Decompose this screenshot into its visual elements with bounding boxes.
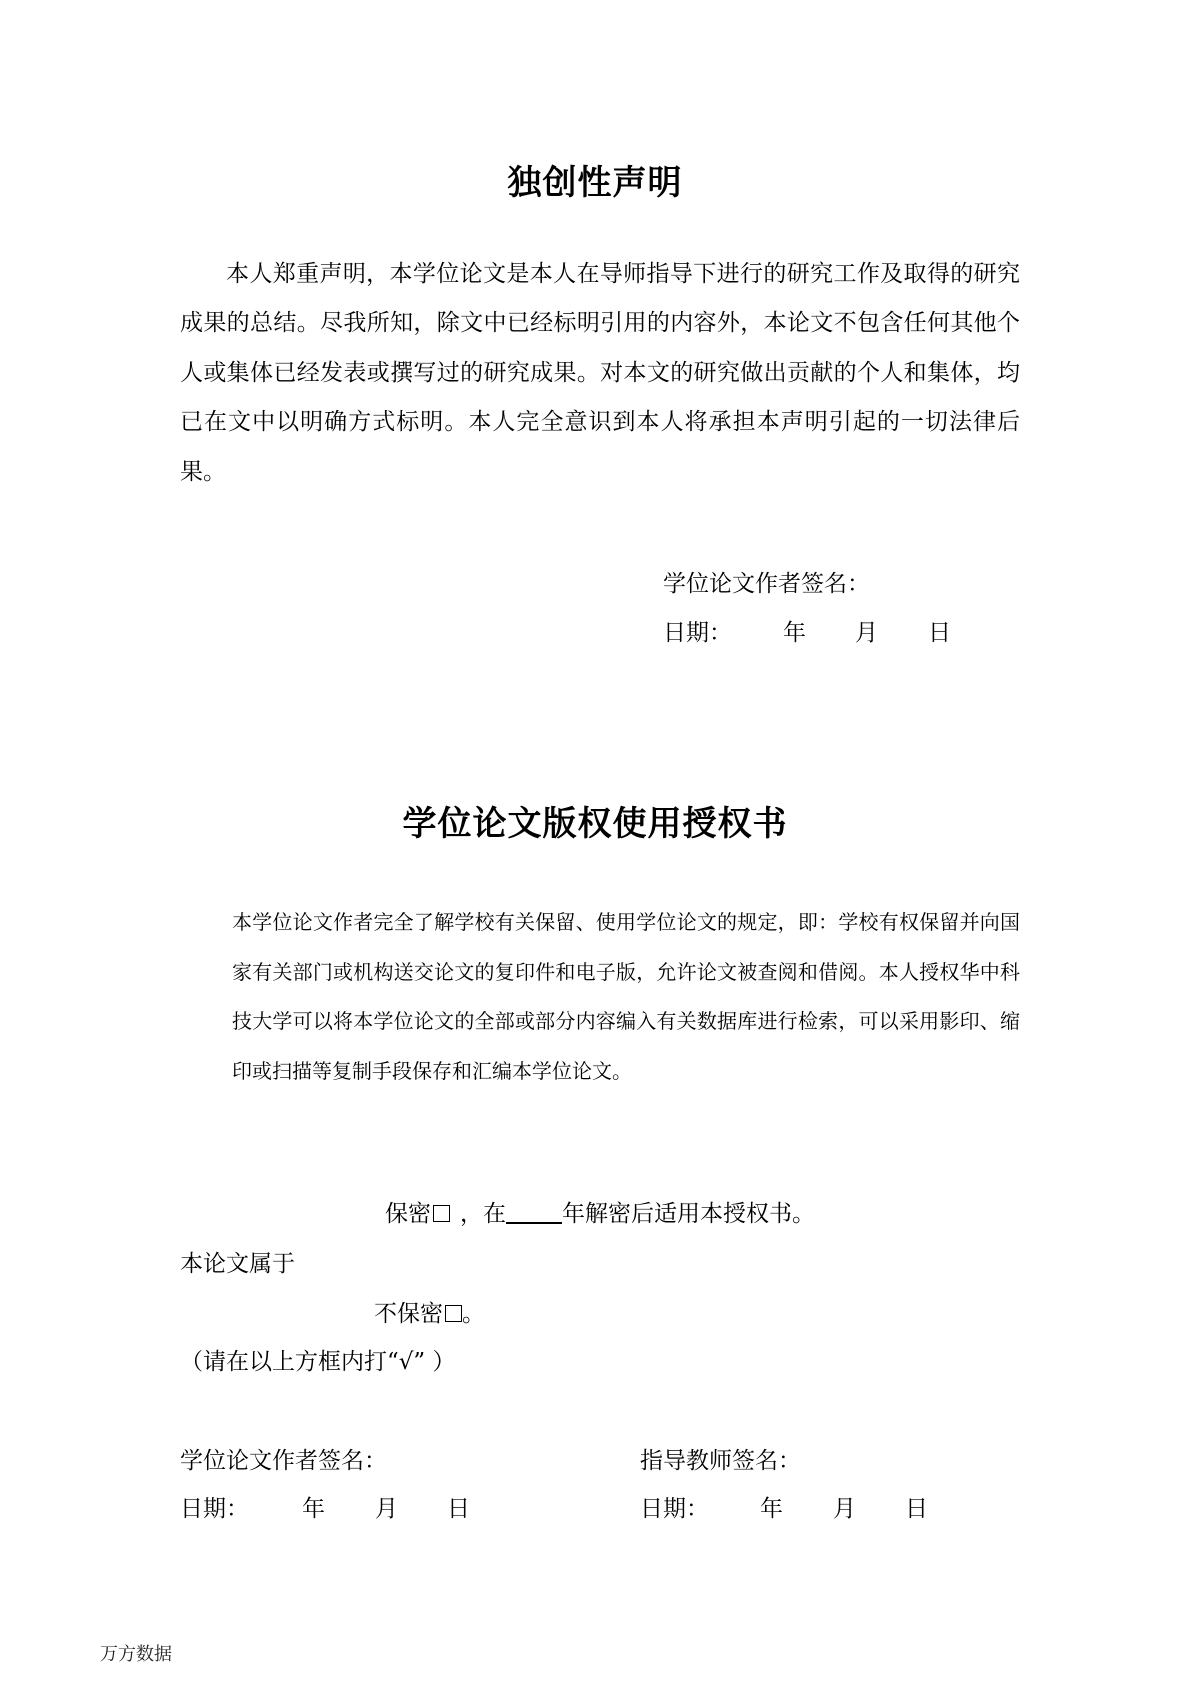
declaration-body: 本人郑重声明，本学位论文是本人在导师指导下进行的研究工作及取得的研究成果的总结。尽我所知，除文中已经标明引用的内容外，本论文不包含任何其他个人或集体已经发表或撰写过的研究成果。对本文的研究做出贡献的个人和集体，均已在文中以明确方式标明。本人完全意识到本人将承担本声明引起的一切法律后果。 [180, 261, 1020, 485]
advisor-day-label: 日 [905, 1496, 928, 1522]
advisor-date-label: 日期： [640, 1496, 709, 1522]
not-confidential-checkbox[interactable] [445, 1305, 462, 1322]
authorization-title: 学位论文版权使用授权书 [402, 804, 788, 844]
author-date-label: 日期： [180, 1496, 249, 1522]
confidential-checkbox[interactable] [433, 1205, 450, 1222]
author-signature-label: 学位论文作者签名： [180, 1448, 387, 1474]
advisor-month-label: 月 [833, 1496, 856, 1522]
declaration-title: 独创性声明 [507, 163, 683, 203]
not-confidential-label: 不保密 [374, 1301, 443, 1327]
advisor-year-label: 年 [760, 1496, 783, 1522]
confidential-tail: 年解密后适用本授权书。 [562, 1201, 815, 1227]
year-blank[interactable] [506, 1200, 562, 1224]
declaration-day-label: 日 [928, 620, 951, 646]
declaration-year-label: 年 [783, 620, 806, 646]
confidential-sep: ，在 [460, 1201, 506, 1227]
checkbox-instruction: （请在以上方框内打“√” ） [180, 1349, 456, 1375]
author-day-label: 日 [447, 1496, 470, 1522]
wanfang-watermark: 万方数据 [100, 1644, 172, 1665]
advisor-signature-label: 指导教师签名： [640, 1448, 801, 1474]
author-month-label: 月 [375, 1496, 398, 1522]
not-confidential-option [374, 1295, 485, 1328]
confidential-label: 保密 [385, 1201, 431, 1227]
declaration-month-label: 月 [855, 620, 878, 646]
belongs-label: 本论文属于 [180, 1251, 295, 1277]
declaration-date-label: 日期： [663, 620, 732, 646]
authorization-body: 本学位论文作者完全了解学校有关保留、使用学位论文的规定，即：学校有权保留并向国家有关部门或机构送交论文的复印件和电子版，允许论文被查阅和借阅。本人授权华中科技大学可以将本学位论文的全部或部分内容编入有关数据库进行检索，可以采用影印、缩印或扫描等复制手段保存和汇编本学位论文。 [232, 910, 1020, 1083]
declaration-signature-label: 学位论文作者签名： [663, 571, 870, 597]
not-confidential-tail: 。 [462, 1301, 485, 1327]
confidential-option [385, 1195, 815, 1228]
author-year-label: 年 [302, 1496, 325, 1522]
